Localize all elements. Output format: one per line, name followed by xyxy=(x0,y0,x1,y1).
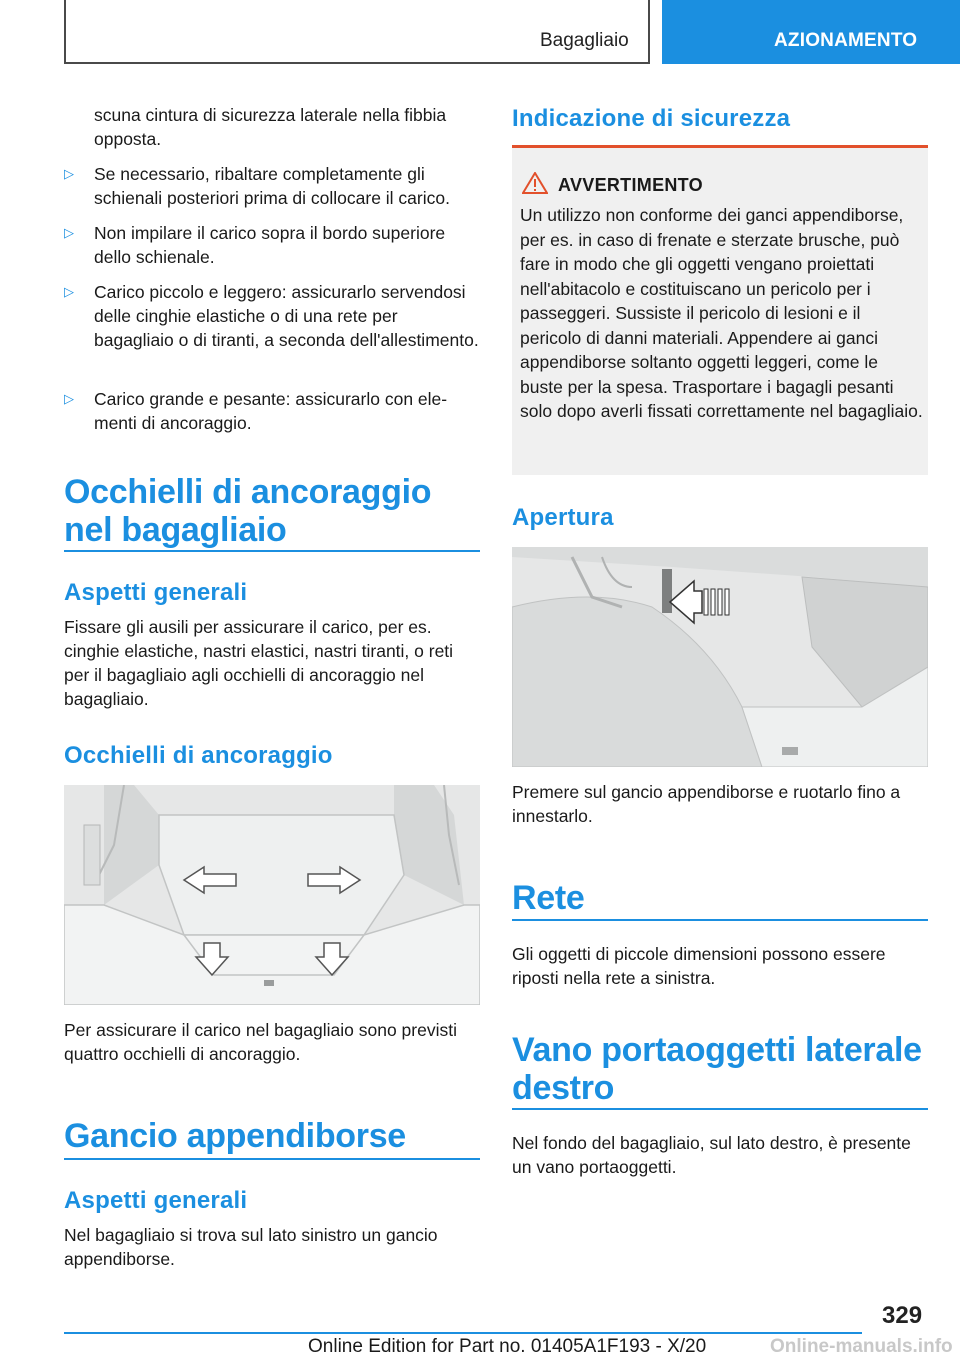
heading-safety: Indicazione di sicurezza xyxy=(512,105,791,132)
heading-rule xyxy=(64,550,480,552)
header-tab-label: AZIONAMENTO xyxy=(774,30,918,51)
warning-triangle-icon xyxy=(522,172,548,194)
triangle-bullet-icon: ▷ xyxy=(64,284,74,299)
net-text: Gli oggetti di piccole dimensioni possono essere riposti nella rete a sinistra. xyxy=(512,944,886,988)
list-item: ▷ Carico piccolo e leggero: assicurarlo servendosi delle cinghie elastiche o di una rete per bagagliaio o di tiranti, a seconda dell'allestimento. xyxy=(64,282,479,350)
list-item: ▷ Se necessario, ribaltare completamente gli schienali posteriori prima di collocare il carico. xyxy=(64,164,450,208)
general-2-text: Nel bagagliaio si trova sul lato sinistro un gancio appendiborse. xyxy=(64,1225,438,1269)
footer-edition: Online Edition for Part no. 01405A1F193 - X/20 xyxy=(308,1336,707,1357)
header-section-title: Bagagliaio xyxy=(540,30,629,51)
triangle-bullet-icon: ▷ xyxy=(64,225,74,240)
list-item: ▷ Carico grande e pesante: assicurarlo con elementi di ancoraggio. xyxy=(64,389,448,433)
header-tab[interactable] xyxy=(662,0,960,64)
eyelets-text: Per assicurare il carico nel bagagliaio sono previsti quattro occhielli di ancoraggio. xyxy=(64,1020,457,1064)
page-number: 329 xyxy=(882,1302,923,1329)
footer-rule xyxy=(64,1332,862,1334)
opening-text: Premere sul gancio appendiborse e ruotarlo fino a innestarlo. xyxy=(512,782,901,826)
storage-text: Nel fondo del bagagliaio, sul lato destro, è presente un vano portaoggetti. xyxy=(512,1133,911,1177)
trunk-eyelets-image xyxy=(64,785,480,1005)
bag-hook-image xyxy=(512,547,928,767)
heading-general-1: Aspetti generali xyxy=(64,579,248,606)
heading-eyelets-trunk: Occhielli di ancoraggio nel bagagliaio xyxy=(64,473,432,549)
heading-rule xyxy=(512,1108,928,1110)
heading-rule xyxy=(512,919,928,921)
general-1-text: Fissare gli ausili per assicurare il carico, per es. cinghie elastiche, nastri elastici, nastri tiranti, o reti per il bagagliaio agli occhielli di ancoraggio nel bagagliaio. xyxy=(64,617,454,709)
heading-general-2: Aspetti generali xyxy=(64,1187,248,1214)
heading-right-storage: Vano portaoggetti laterale destro xyxy=(512,1031,922,1107)
warning-box xyxy=(512,145,928,475)
triangle-bullet-icon: ▷ xyxy=(64,391,74,406)
footer-site-watermark: Online-manuals.info xyxy=(770,1336,953,1357)
heading-rule xyxy=(64,1158,480,1160)
warning-title: AVVERTIMENTO xyxy=(558,175,703,195)
heading-bag-hook: Gancio appendiborse xyxy=(64,1117,406,1155)
intro-text: scuna cintura di sicurezza laterale nella fibbia opposta. xyxy=(94,105,447,149)
triangle-bullet-icon: ▷ xyxy=(64,166,74,181)
warning-body: Un utilizzo non conforme dei ganci appendiborse, per es. in caso di frenate e sterzate brusche, può fare in modo che gli oggetti vengano proiettati nell'abitacolo e costituiscano un pericolo per i passeggeri. Sussiste il pericolo di lesioni e il pericolo di danni materiali. Appendere ai ganci appendiborse soltanto oggetti leggeri, come le buste per la spesa. Trasportare i bagagli pesanti solo dopo averli fissati correttamente nel bagagliaio. xyxy=(520,205,923,421)
heading-opening: Apertura xyxy=(512,504,614,531)
heading-net: Rete xyxy=(512,879,585,917)
list-item: ▷ Non impilare il carico sopra il bordo superiore dello schienale. xyxy=(64,223,446,267)
heading-eyelets: Occhielli di ancoraggio xyxy=(64,742,333,769)
